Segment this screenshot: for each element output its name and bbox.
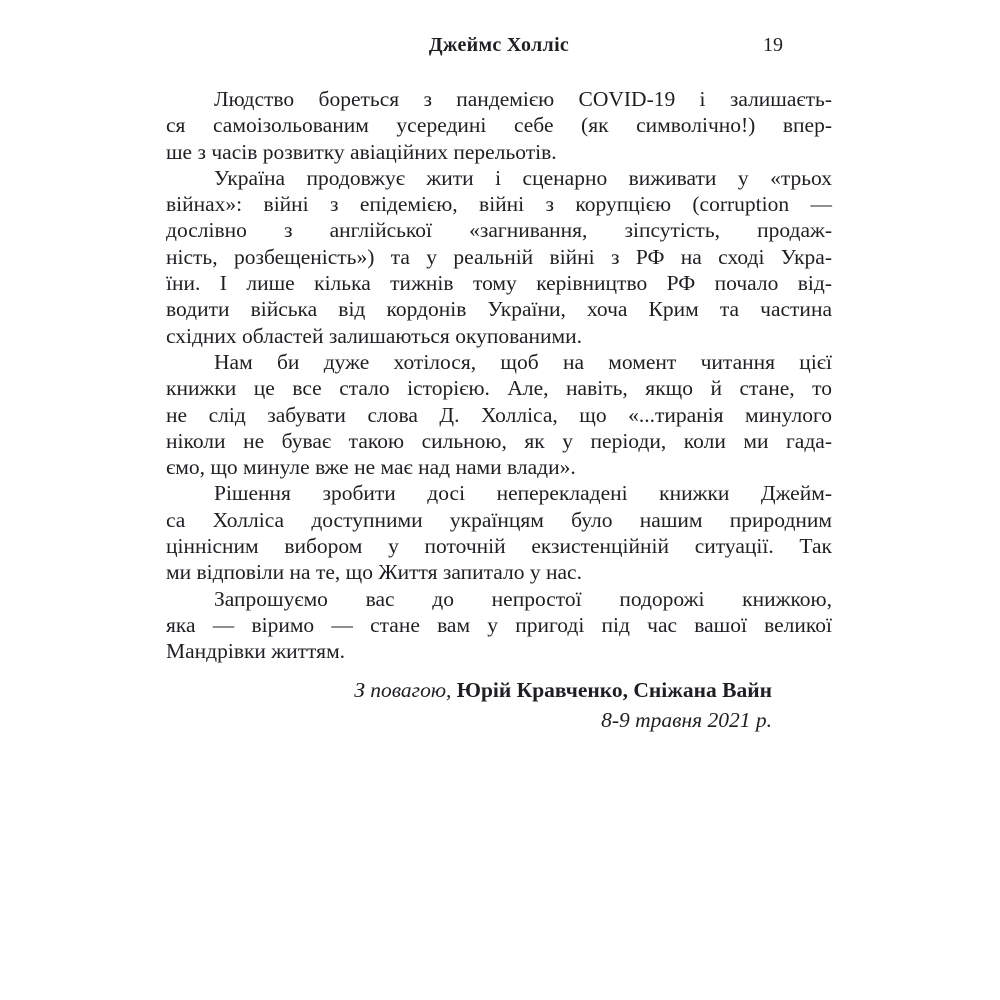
signature-line [166, 675, 772, 705]
paragraph [166, 586, 832, 665]
page-number: 19 [763, 34, 783, 56]
text-line: ціннісним вибором у поточній екзистенційній ситуації. Так [166, 534, 832, 559]
paragraph [166, 480, 832, 585]
body-text [166, 86, 832, 665]
text-line: Людство бореться з пандемією COVID-19 і залишаєть- [214, 87, 832, 111]
text-line: Мандрівки життям. [166, 639, 346, 664]
text-column [166, 0, 832, 735]
text-line: східних областей залишаються окупованими. [166, 323, 582, 348]
paragraph [166, 86, 832, 165]
text-line: ємо, що минуле вже не має над нами влади». [166, 455, 576, 480]
text-line: їни. І лише кілька тижнів тому керівництво РФ почало від- [166, 271, 832, 296]
text-line: війнах»: війні з епідемією, війні з корупцією (corruption — [166, 192, 832, 217]
text-line: книжки це все стало історією. Але, навіть, якщо й стане, то [166, 376, 832, 401]
paragraph [166, 165, 832, 349]
text-line: ся самоізольованим усередині себе (як символічно!) впер- [166, 113, 832, 138]
text-line: не слід забувати слова Д. Холліса, що «...тиранія минулого [166, 402, 832, 427]
text-line: ність, розбещеність») та у реальній війні з РФ на сході Укра- [166, 244, 832, 269]
signature-names: Юрій Кравченко, Сніжана Вайн [456, 677, 772, 702]
text-line: Запрошуємо вас до непростої подорожі книжкою, [214, 586, 832, 611]
text-line: са Холліса доступними українцям було нашим природним [166, 507, 832, 532]
signature-block [166, 675, 832, 735]
text-line: Україна продовжує жити і сценарно виживати у «трьох [214, 165, 832, 190]
paragraph [166, 349, 832, 480]
signature-date: 8-9 травня 2021 р. [601, 707, 772, 732]
text-line: яка — віримо — стане вам у пригоді під час вашої великої [166, 612, 832, 637]
page-header [166, 32, 832, 58]
text-line: водити війська від кордонів України, хоча Крим та частина [166, 297, 832, 322]
text-line: ми відповіли на те, що Життя запитало у нас. [166, 560, 582, 585]
running-head: Джеймс Холліс [428, 34, 570, 56]
text-line: ше з часів розвитку авіаційних перельотів. [166, 139, 557, 164]
text-line: Нам би дуже хотілося, щоб на момент читання цієї [214, 349, 832, 374]
text-line: ніколи не буває такою сильною, як у періоди, коли ми гада- [166, 428, 832, 453]
signature-salutation: З повагою, [354, 677, 457, 702]
text-line: Рішення зробити досі неперекладені книжки Джейм- [214, 481, 832, 506]
text-line: дослівно з англійської «загнивання, зіпсутість, продаж- [166, 218, 832, 243]
